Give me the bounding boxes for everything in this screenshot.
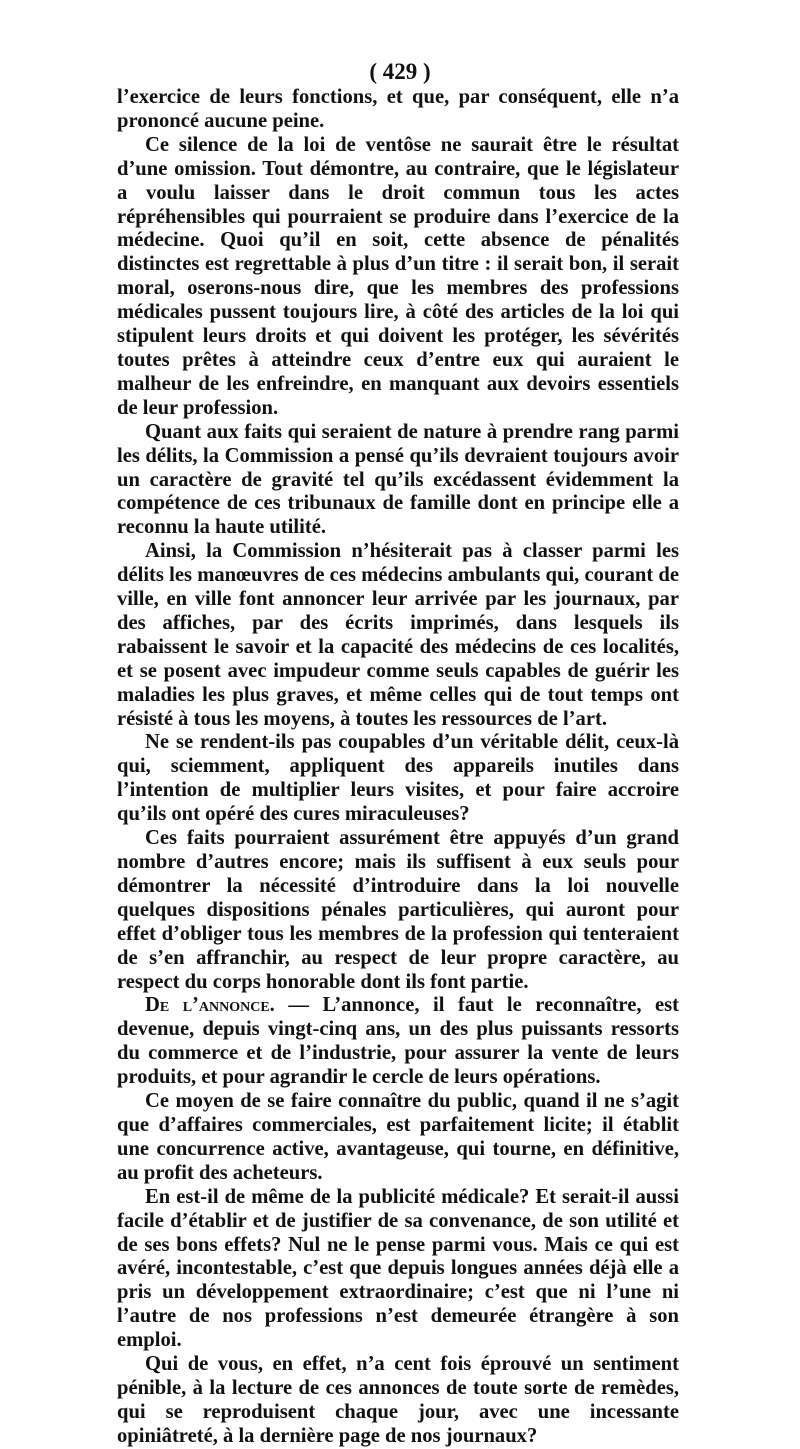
paragraph-7: [117, 994, 679, 1090]
paragraph-9: En est-il de même de la publicité médicale? Et serait-il aussi facile d’établir et de justifier de sa convenance, de son utilité et de ses bons effets? Nul ne le pense parmi vous. Mais ce qui est avéré, incontestable, c’est que depuis longues années déjà elle a pris un développement extraordinaire; c’est que ni l’une ni l’autre de nos professions n’est demeurée étrangère à son emploi.: [117, 1185, 679, 1352]
paragraph-2: Ce silence de la loi de ventôse ne saurait être le résultat d’une omission. Tout démontre, au contraire, que le législateur a voulu laisser dans le droit commun tous les actes répréhensibles qui pourraient se produire dans l’exercice de la médecine. Quoi qu’il en soit, cette absence de pénalités distinctes est regrettable à plus d’un titre : il serait bon, il serait moral, oserons-nous dire, que les membres des professions médicales pussent toujours lire, à côté des articles de la loi qui stipulent leurs droits et qui doivent les protéger, les sévérités toutes prêtes à atteindre ceux d’entre eux qui auraient le malheur de les enfreindre, en manquant aux devoirs essentiels de leur profession.: [117, 133, 679, 419]
paragraph-6: Ces faits pourraient assurément être appuyés d’un grand nombre d’autres encore; mais ils suffisent à eux seuls pour démontrer la nécessité d’introduire dans la loi nouvelle quelques dispositions pénales particulières, qui auront pour effet d’obliger tous les membres de la profession qui tenteraient de s’en affranchir, au respect de leur propre caractère, au respect du corps honorable dont ils font partie.: [117, 827, 679, 993]
paragraph-4: Ainsi, la Commission n’hésiterait pas à classer parmi les délits les manœuvres de ces médecins ambulants qui, courant de ville, en ville font annoncer leur arrivée par les journaux, par des affiches, par des écrits imprimés, dans lesquels ils rabaissent le savoir et la capacité des médecins de ces localités, et se posent avec impudeur comme seuls capables de guérir les maladies les plus graves, et même celles qui de tout temps ont résisté à tous les moyens, à toutes les ressources de l’art.: [117, 540, 679, 730]
paragraph-1: l’exercice de leurs fonctions, et que, par conséquent, elle n’a prononcé aucune peine.: [117, 86, 679, 132]
paragraph-5: Ne se rendent-ils pas coupables d’un véritable délit, ceux-là qui, sciemment, appliquent des appareils inutiles dans l’intention de multiplier leurs visites, et pour faire accroire qu’ils ont opéré des cures miraculeuses?: [117, 731, 679, 826]
paragraph-8: Ce moyen de se faire connaître du public, quand il ne s’agit que d’affaires commerciales, est parfaitement licite; il établit une concurrence active, avantageuse, qui tourne, en définitive, au profit des acheteurs.: [117, 1090, 679, 1184]
paragraph-7-text: — L’annonce, il faut le reconnaître, est devenue, depuis vingt-cinq ans, un des plus puissants ressorts du commerce et de l’industrie, pour assurer la vente de leurs produits, et pour agrandir le cercle de leurs opérations.: [117, 994, 679, 1089]
page-number: ( 429 ): [369, 59, 431, 84]
paragraph-10: Qui de vous, en effet, n’a cent fois éprouvé un sentiment pénible, à la lecture de ces annonces de toute sorte de remèdes, qui se reproduisent chaque jour, avec une incessante opiniâtreté, à la dernière page de nos journaux?: [117, 1353, 679, 1447]
section-heading: De l’annonce.: [145, 994, 275, 1017]
body-text: [117, 86, 679, 1449]
paragraph-3: Quant aux faits qui seraient de nature à prendre rang parmi les délits, la Commission a pensé qu’ils devraient toujours avoir un caractère de gravité tel qu’ils excédassent évidemment la compétence de ces tribunaux de famille dont en principe elle a reconnu la haute utilité.: [117, 420, 679, 539]
